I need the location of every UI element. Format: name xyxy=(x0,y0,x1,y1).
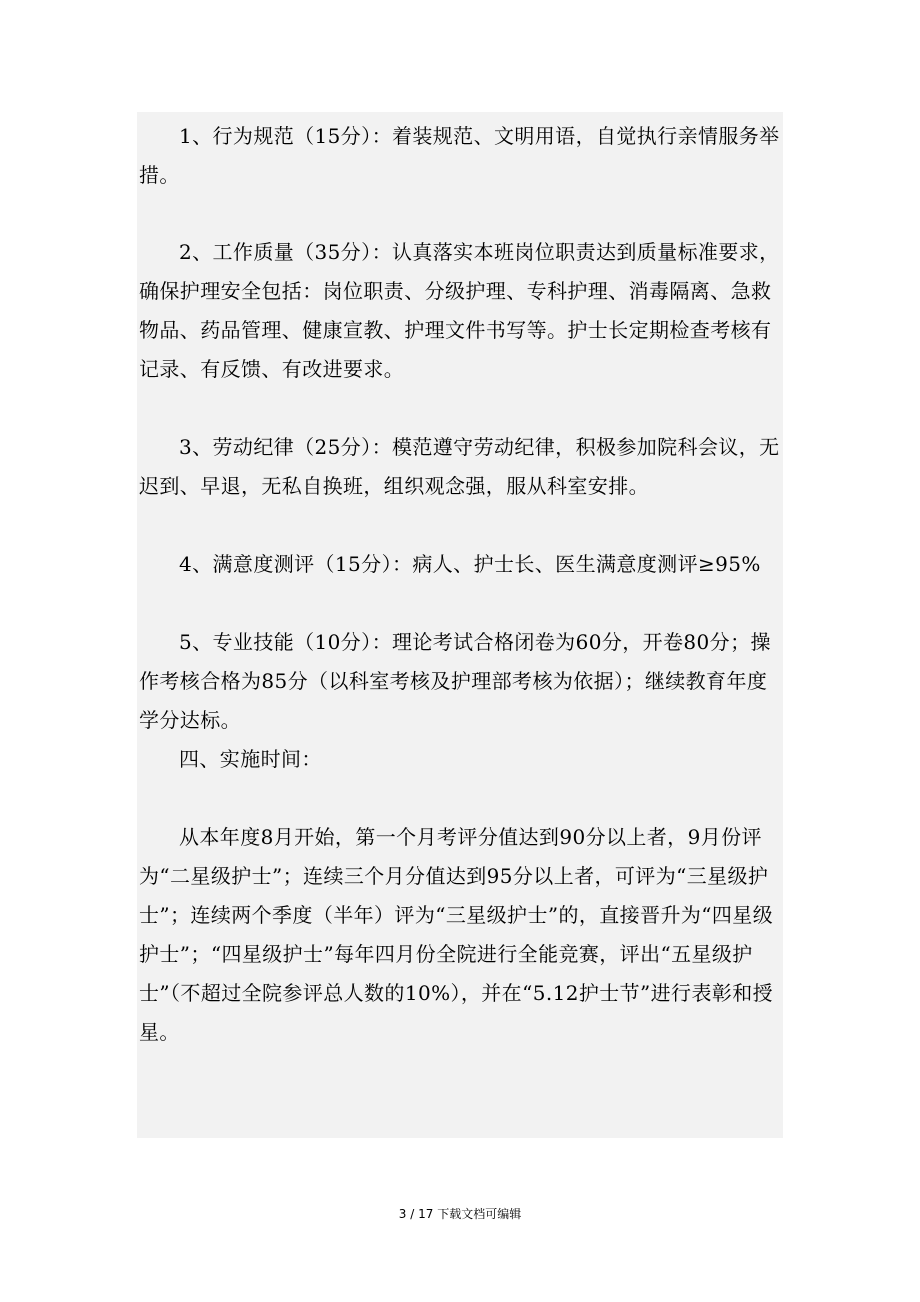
paragraph-behavior-standard: 1、行为规范（15分）：着装规范、文明用语，自觉执行亲情服务举措。 xyxy=(139,124,780,187)
page-footer: 3 / 17 下载文档可编辑 xyxy=(398,1207,522,1221)
paragraph-implementation-details: 从本年度8月开始，第一个月考评分值达到90分以上者，9月份评为“二星级护士”；连续三个月分值达到95分以上者，可评为“三星级护士”；连续两个季度（半年）评为“三星级护士”的，直接晋升为“四星级护士”；“四星级护士”每年四月份全院进行全能竞赛，评出“五星级护士”（不超过全院参评总人数的10%），并在“5.12护士节”进行表彰和授星。 xyxy=(139,825,774,1044)
paragraph-professional-skills: 5、专业技能（10分）：理论考试合格闭卷为60分，开卷80分；操作考核合格为85分（以科室考核及护理部考核为依据）；继续教育年度学分达标。 xyxy=(139,630,771,732)
paragraph-work-quality: 2、工作质量（35分）：认真落实本班岗位职责达到质量标准要求，确保护理安全包括：岗位职责、分级护理、专科护理、消毒隔离、急救物品、药品管理、健康宣教、护理文件书写等。护士长定期检查考核有记录、有反馈、有改进要求。 xyxy=(139,240,780,381)
paragraph-satisfaction-survey: 4、满意度测评（15分）：病人、护士长、医生满意度测评≥95% xyxy=(179,552,761,576)
section-heading-implementation-time: 四、实施时间： xyxy=(179,747,322,771)
paragraph-labor-discipline: 3、劳动纪律（25分）：模范遵守劳动纪律，积极参加院科会议，无迟到、早退，无私自换班，组织观念强，服从科室安排。 xyxy=(139,435,780,498)
